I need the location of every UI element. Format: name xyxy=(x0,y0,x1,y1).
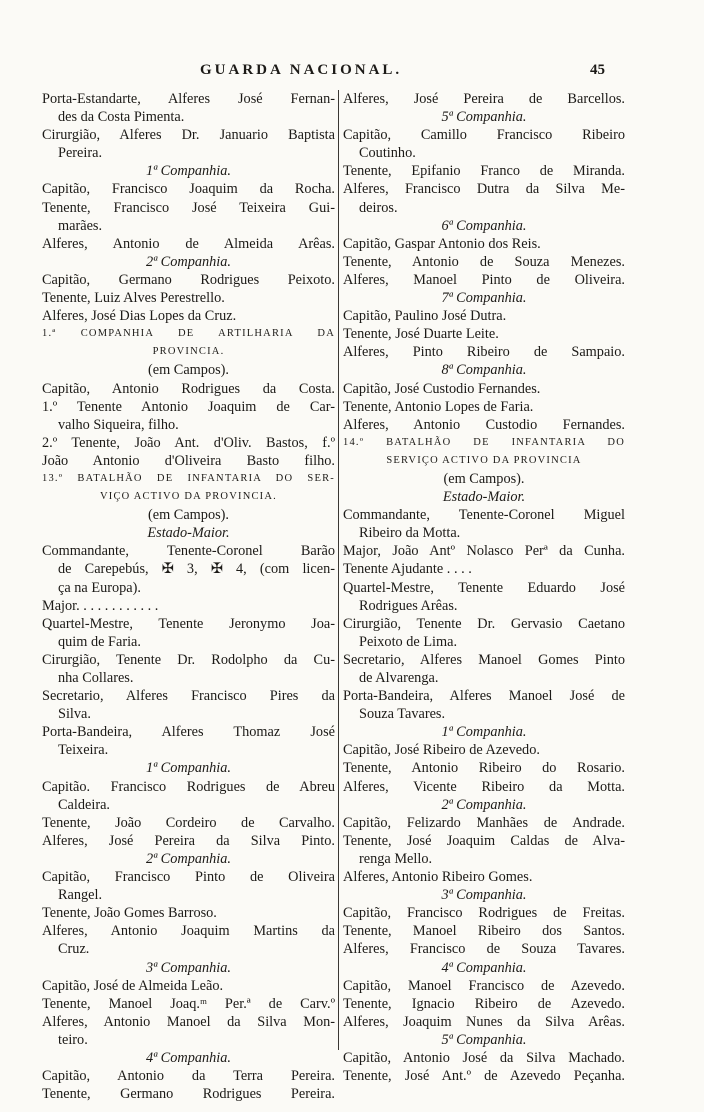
text-line: Capitão, Antonio José da Silva Machado. xyxy=(343,1049,625,1066)
text-line: Tenente, Antonio Lopes de Faria. xyxy=(343,398,534,415)
text-line: (em Campos). xyxy=(148,362,229,379)
section-heading: 4ª Companhia. xyxy=(441,959,527,976)
section-heading: 1ª Companhia. xyxy=(441,724,527,741)
section-heading: 3ª Companhia. xyxy=(146,959,231,976)
text-line: Major. . . . . . . . . . . . xyxy=(42,597,159,614)
text-line: Capitão, José de Almeida Leão. xyxy=(42,977,224,994)
text-line: quim de Faria. xyxy=(58,633,141,650)
text-line: Alferes, Manoel Pinto de Oliveira. xyxy=(343,271,625,288)
text-line: Caldeira. xyxy=(58,796,111,813)
text-line: Alferes, José Pereira de Barcellos. xyxy=(343,91,625,107)
text-line: Tenente, Epifanio Franco de Miranda. xyxy=(343,163,625,180)
running-title: GUARDA NACIONAL. xyxy=(200,62,403,78)
text-line: deiros. xyxy=(359,199,398,216)
section-heading: 7ª Companhia. xyxy=(441,290,527,307)
text-line: Silva. xyxy=(58,706,91,723)
text-line: Capitão, Antonio da Terra Pereira. xyxy=(42,1068,335,1085)
text-line: ça na Europa). xyxy=(58,579,141,596)
text-line: Peixoto de Lima. xyxy=(359,633,458,650)
text-line: Capitão, Felizardo Manhães de Andrade. xyxy=(343,814,625,831)
text-line: Alferes, José Pereira da Silva Pinto. xyxy=(42,832,335,849)
text-line: Capitão, Antonio Rodrigues da Costa. xyxy=(42,380,335,397)
section-heading: 2ª Companhia. xyxy=(441,796,527,813)
text-line: Capitão, José Custodio Fernandes. xyxy=(343,380,541,397)
text-line: teiro. xyxy=(58,1031,88,1048)
text-line: Alferes, Joaquim Nunes da Silva Arêas. xyxy=(343,1013,625,1030)
page-header xyxy=(0,62,704,86)
text-line: des da Costa Pimenta. xyxy=(58,109,185,126)
text-line: Tenente, João Cordeiro de Carvalho. xyxy=(42,814,335,831)
text-line: SERVIÇO ACTIVO DA PROVINCIA xyxy=(386,454,582,466)
text-line: Secretario, Alferes Manoel Gomes Pinto xyxy=(343,651,625,668)
text-line: Tenente, Antonio Ribeiro do Rosario. xyxy=(343,760,625,777)
text-line: de Carepebús, ✠ 3, ✠ 4, (com licen- xyxy=(58,561,335,578)
text-line: Tenente, João Gomes Barroso. xyxy=(42,905,217,922)
section-heading: 5ª Companhia. xyxy=(441,109,527,126)
text-line: Porta-Bandeira, Alferes Thomaz José xyxy=(42,724,335,741)
text-line: Capitão, José Ribeiro de Azevedo. xyxy=(343,742,540,759)
text-line: Alferes, Antonio de Almeida Arêas. xyxy=(42,235,335,252)
text-line: VIÇO ACTIVO DA PROVINCIA. xyxy=(99,491,277,503)
text-line: Coutinho. xyxy=(359,145,416,162)
section-heading: 1ª Companhia. xyxy=(146,163,231,180)
text-line: 13.º BATALHÃO DE INFANTARIA DO SER- xyxy=(42,472,335,484)
text-line: Tenente, Antonio de Souza Menezes. xyxy=(343,253,625,270)
text-line: Major, João Antº Nolasco Perª da Cunha. xyxy=(343,543,625,560)
text-line: Commandante, Tenente-Coronel Barão xyxy=(42,543,335,560)
text-line: Capitão, Paulino José Dutra. xyxy=(343,308,507,325)
section-heading: 5ª Companhia. xyxy=(441,1031,527,1048)
text-line: Alferes, José Dias Lopes da Cruz. xyxy=(42,308,237,325)
page-number: 45 xyxy=(590,62,605,78)
section-heading: Estado-Maior. xyxy=(442,489,526,506)
text-line: Capitão, Francisco Joaquim da Rocha. xyxy=(42,181,335,198)
text-line: (em Campos). xyxy=(443,470,525,487)
text-line: Alferes, Antonio Ribeiro Gomes. xyxy=(343,869,533,886)
text-line: Tenente Ajudante . . . . xyxy=(343,561,472,578)
text-line: Tenente, Manoel Joaq.ᵐ Per.ª de Carv.º xyxy=(42,995,335,1012)
section-heading: Estado-Maior. xyxy=(147,525,230,542)
text-line: Rangel. xyxy=(58,887,103,904)
text-line: Alferes, Antonio Custodio Fernandes. xyxy=(343,416,625,433)
text-line: Tenente, Ignacio Ribeiro de Azevedo. xyxy=(343,995,625,1012)
text-line: Capitão. Francisco Rodrigues de Abreu xyxy=(42,778,335,795)
text-line: 14.º BATALHÃO DE INFANTARIA DO xyxy=(343,436,625,448)
text-line: Souza Tavares. xyxy=(359,706,446,723)
text-line: Cruz. xyxy=(58,941,90,958)
text-line: Tenente, Manoel Ribeiro dos Santos. xyxy=(343,923,625,940)
text-line: Rodrigues Arêas. xyxy=(359,597,458,614)
text-line: Tenente, José Duarte Leite. xyxy=(343,326,499,343)
text-line: 2.º Tenente, João Ant. d'Oliv. Bastos, f.º xyxy=(42,434,335,451)
text-line: Capitão, Francisco Rodrigues de Freitas. xyxy=(343,905,625,922)
text-line: Alferes, Francisco de Souza Tavares. xyxy=(343,941,625,958)
text-line: Cirurgião, Tenente Dr. Gervasio Caetano xyxy=(343,615,625,632)
text-line: Capitão, Camillo Francisco Ribeiro xyxy=(343,127,625,144)
text-line: Capitão, Gaspar Antonio dos Reis. xyxy=(343,235,541,252)
text-line: nha Collares. xyxy=(58,670,134,686)
text-line: Alferes, Francisco Dutra da Silva Me- xyxy=(343,181,625,198)
text-line: Ribeiro da Motta. xyxy=(359,525,461,542)
section-heading: 1ª Companhia. xyxy=(146,760,231,777)
text-line: Capitão, Manoel Francisco de Azevedo. xyxy=(343,977,625,994)
text-line: Quartel-Mestre, Tenente Eduardo José xyxy=(343,579,625,596)
text-line: Cirurgião, Alferes Dr. Januario Baptista xyxy=(42,127,335,144)
text-line: Quartel-Mestre, Tenente Jeronymo Joa- xyxy=(42,615,335,632)
section-heading: 2ª Companhia. xyxy=(146,850,231,867)
text-line: 1.º Tenente Antonio Joaquim de Car- xyxy=(42,398,335,415)
text-line: Tenente, Luiz Alves Perestrello. xyxy=(42,290,225,307)
text-line: Alferes, Antonio Manoel da Silva Mon- xyxy=(42,1013,335,1030)
column-divider xyxy=(338,90,339,1050)
text-line: Tenente, José Ant.º de Azevedo Peçanha. xyxy=(343,1068,625,1085)
text-line: Cirurgião, Tenente Dr. Rodolpho da Cu- xyxy=(42,651,335,668)
section-heading: 8ª Companhia. xyxy=(441,362,527,379)
text-line: João Antonio d'Oliveira Basto filho. xyxy=(42,452,335,469)
text-line: Tenente, Germano Rodrigues Pereira. xyxy=(42,1086,335,1103)
text-line: Tenente, Francisco José Teixeira Gui- xyxy=(42,199,335,216)
section-heading: 2ª Companhia. xyxy=(146,253,231,270)
text-line: Teixeira. xyxy=(58,742,109,759)
text-line: PROVINCIA. xyxy=(152,346,225,358)
text-line: Secretario, Alferes Francisco Pires da xyxy=(42,688,335,705)
text-line: Capitão, Germano Rodrigues Peixoto. xyxy=(42,271,335,288)
text-line: Tenente, José Joaquim Caldas de Alva- xyxy=(343,832,625,849)
text-line: valho Siqueira, filho. xyxy=(58,416,179,433)
text-line: Capitão, Francisco Pinto de Oliveira xyxy=(42,869,335,886)
left-column xyxy=(42,90,335,1103)
text-line: Pereira. xyxy=(58,145,103,162)
text-line: de Alvarenga. xyxy=(359,670,439,686)
text-line: 1.ª COMPANHIA DE ARTILHARIA DA xyxy=(42,328,335,340)
right-column xyxy=(343,90,625,1085)
text-line: Porta-Bandeira, Alferes Manoel José de xyxy=(343,688,625,705)
text-line: marães. xyxy=(58,217,103,234)
section-heading: 3ª Companhia. xyxy=(441,887,527,904)
text-line: Alferes, Pinto Ribeiro de Sampaio. xyxy=(343,344,625,361)
text-line: Alferes, Antonio Joaquim Martins da xyxy=(42,923,335,940)
text-line: (em Campos). xyxy=(148,507,229,524)
text-line: Porta-Estandarte, Alferes José Fernan- xyxy=(42,91,335,107)
section-heading: 4ª Companhia. xyxy=(146,1049,231,1066)
section-heading: 6ª Companhia. xyxy=(441,217,527,234)
text-line: Commandante, Tenente-Coronel Miguel xyxy=(343,507,625,524)
text-line: Alferes, Vicente Ribeiro da Motta. xyxy=(343,778,625,795)
text-line: renga Mello. xyxy=(359,850,433,867)
